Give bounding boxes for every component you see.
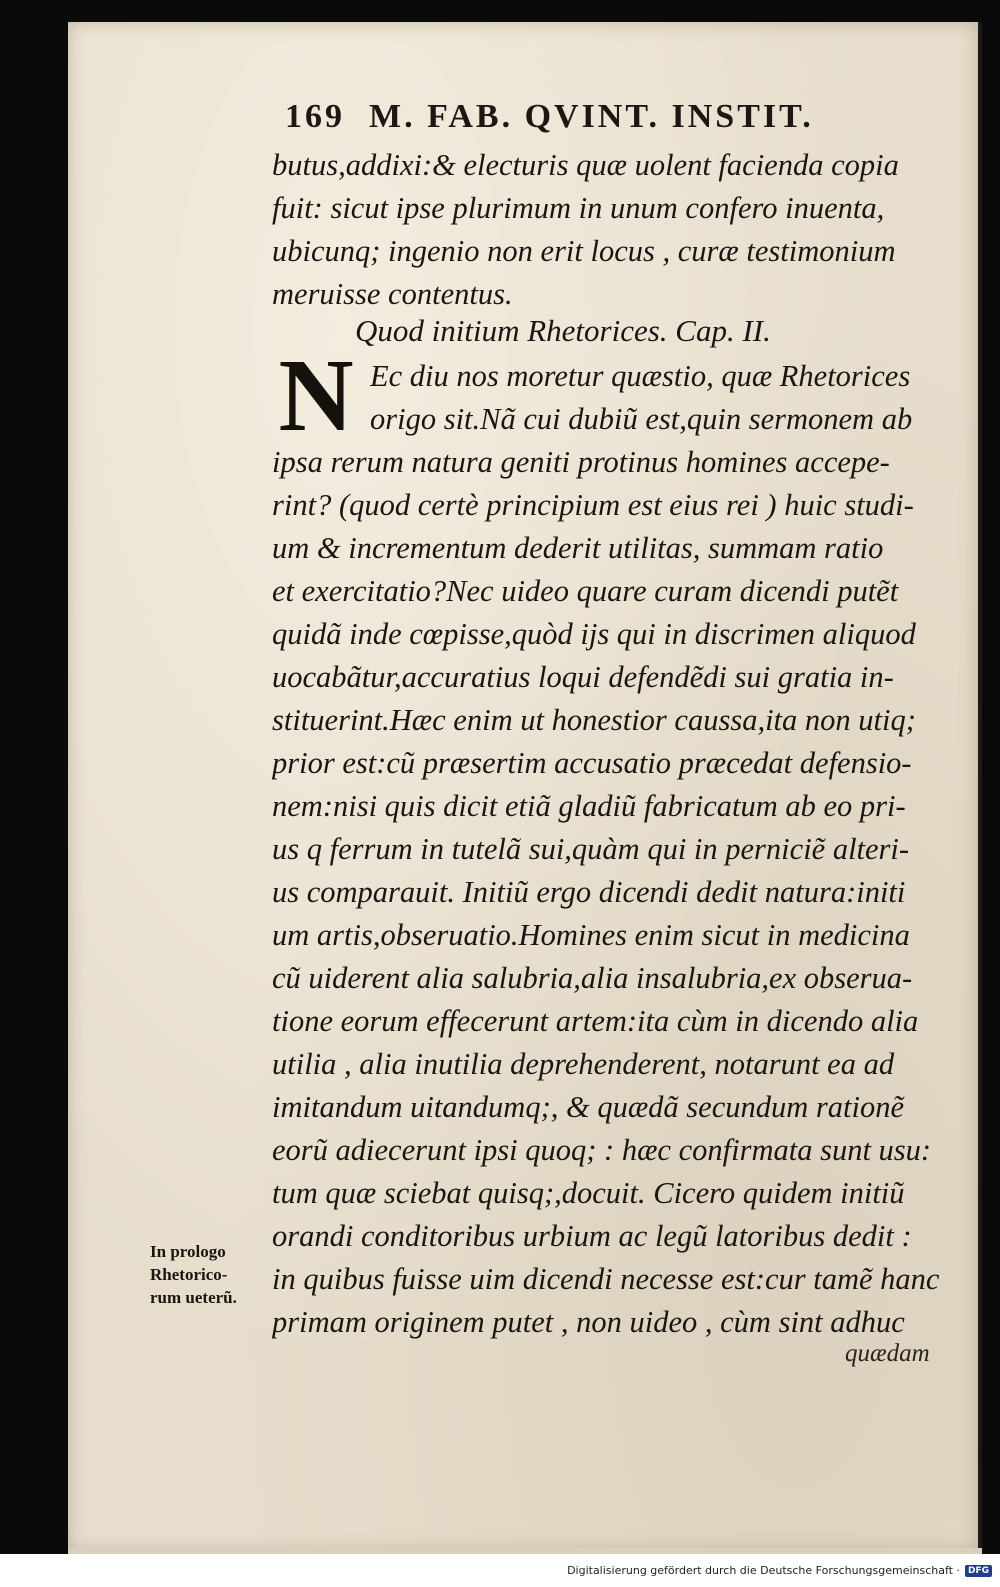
marginal-note-line: Rhetorico- [150, 1265, 228, 1284]
text-line: um & incrementum dederit utilitas, summam ratio [272, 531, 884, 565]
text-line: stituerint.Hæc enim ut honestior caussa,ita non utiq; [272, 703, 916, 737]
text-line: us comparauit. Initiũ ergo dicendi dedit natura:initi [272, 875, 906, 909]
text-line: prior est:cũ præsertim accusatio præcedat defensio- [272, 746, 912, 780]
text-line: orandi conditoribus urbium ac legũ latoribus dedit : [272, 1219, 912, 1253]
catchword: quædam [845, 1340, 930, 1367]
text-line: imitandum uitandumq;, & quædã secundum rationẽ [272, 1090, 904, 1124]
text-line: quidã inde cœpisse,quòd ijs qui in discrimen aliquod [272, 617, 916, 651]
chapter-heading: Quod initium Rhetorices. Cap. II. [355, 313, 771, 348]
marginal-note-line: rum ueterũ. [150, 1288, 237, 1307]
text-line: us q ferrum in tutelã sui,quàm qui in perniciẽ alteri- [272, 832, 910, 866]
text-line: Ec diu nos moretur quæstio, quæ Rhetorices [370, 359, 911, 393]
dfg-logo-icon: DFG [965, 1565, 992, 1577]
marginal-note [150, 1240, 290, 1309]
text-line: ipsa rerum natura geniti protinus homines accepe- [272, 445, 890, 479]
text-line: ubicunq; ingenio non erit locus , curæ testimonium [272, 234, 896, 268]
text-line: in quibus fuisse uim dicendi necesse est:cur tamẽ hanc [272, 1262, 940, 1296]
text-line: uocabãtur,accuratius loqui defendẽdi sui gratia in- [272, 660, 894, 694]
text-line: butus,addixi:& electuris quæ uolent facienda copia [272, 148, 899, 182]
text-line: eorũ adiecerunt ipsi quoq; : hæc confirmata sunt usu: [272, 1133, 932, 1167]
text-line: meruisse contentus. [272, 277, 513, 311]
footer-credit: Digitalisierung gefördert durch die Deutsche Forschungsgemeinschaft · [567, 1564, 960, 1577]
text-line: fuit: sicut ipse plurimum in unum confero inuenta, [272, 191, 885, 225]
decorated-initial: N [278, 338, 354, 453]
text-line: tum quæ sciebat quisq;,docuit. Cicero quidem initiũ [272, 1176, 905, 1210]
text-line: utilia , alia inutilia deprehenderent, notarunt ea ad [272, 1047, 895, 1081]
running-title: M. FAB. QVINT. INSTIT. [369, 98, 814, 135]
page-number: 169 [285, 98, 345, 135]
marginal-note-line: In prologo [150, 1242, 226, 1261]
text-line: um artis,obseruatio.Homines enim sicut in medicina [272, 918, 910, 952]
text-line: et exercitatio?Nec uideo quare curam dicendi putẽt [272, 574, 899, 608]
text-line: nem:nisi quis dicit etiã gladiũ fabricatum ab eo pri- [272, 789, 906, 823]
text-line: cũ uiderent alia salubria,alia insalubria,ex obserua- [272, 961, 913, 995]
text-line: tione eorum effecerunt artem:ita cùm in dicendo alia [272, 1004, 919, 1038]
text-line: origo sit.Nã cui dubiũ est,quin sermonem ab [370, 402, 913, 436]
text-line: rint? (quod certè principium est eius rei ) huic studi- [272, 488, 914, 522]
running-head [285, 98, 885, 144]
footer-bar [0, 1554, 1000, 1587]
text-line: primam originem putet , non uideo , cùm sint adhuc [272, 1305, 905, 1339]
